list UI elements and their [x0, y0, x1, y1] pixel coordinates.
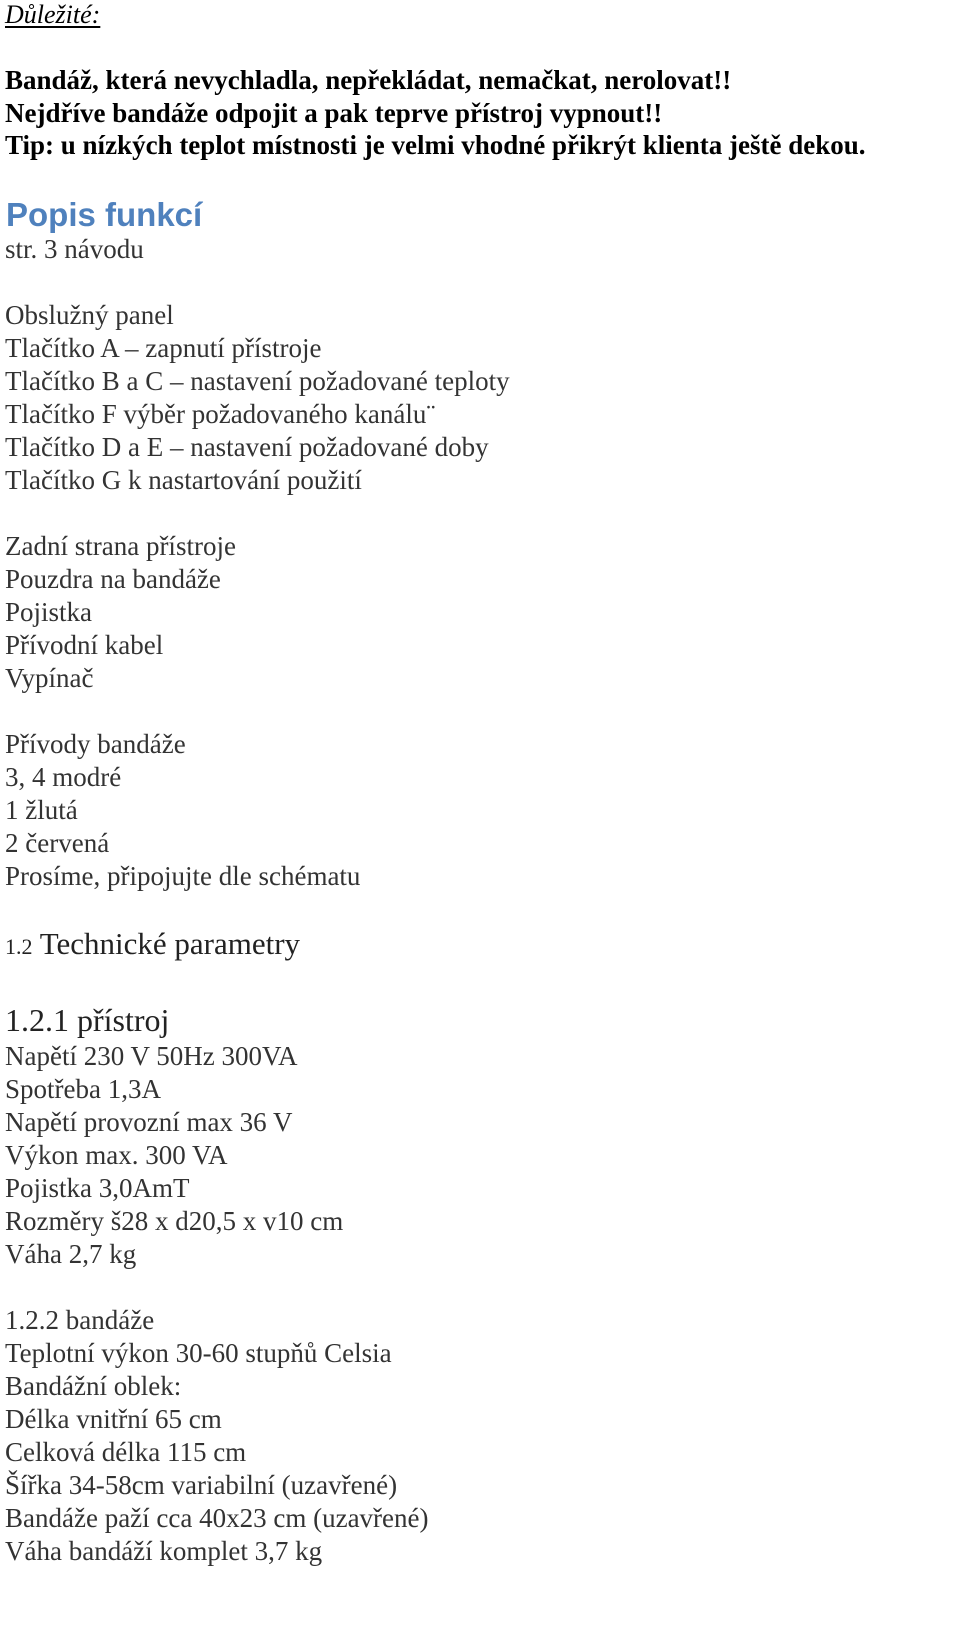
back-side-item: Přívodní kabel	[5, 630, 164, 660]
bandage-leads-item: 2 červená	[5, 828, 110, 858]
bandages-heading: 1.2.2 bandáže	[5, 1305, 155, 1335]
device-spec: Pojistka 3,0AmT	[5, 1173, 190, 1203]
technical-parameters-heading	[5, 928, 300, 959]
bandage-leads-title: Přívody bandáže	[5, 729, 186, 759]
bandage-spec: Bandáže paží cca 40x23 cm (uzavřené)	[5, 1503, 429, 1533]
control-panel-item: Tlačítko F výběr požadovaného kanálu¨	[5, 399, 436, 429]
warning-line: Nejdříve bandáže odpojit a pak teprve přístroj vypnout!!	[5, 98, 663, 128]
control-panel-item: Tlačítko B a C – nastavení požadované teploty	[5, 366, 510, 396]
device-spec: Váha 2,7 kg	[5, 1239, 137, 1269]
section-number: 1.2	[5, 934, 33, 959]
functions-heading: Popis funkcí	[6, 196, 203, 233]
control-panel-item: Tlačítko A – zapnutí přístroje	[5, 333, 322, 363]
bandage-leads-item: 3, 4 modré	[5, 762, 122, 792]
section-title: Technické parametry	[39, 926, 301, 961]
bandage-spec: Bandážní oblek:	[5, 1371, 182, 1401]
back-side-item: Vypínač	[5, 663, 94, 693]
warning-line: Bandáž, která nevychladla, nepřekládat, nemačkat, nerolovat!!	[5, 65, 732, 95]
device-spec: Výkon max. 300 VA	[5, 1140, 228, 1170]
device-spec: Spotřeba 1,3A	[5, 1074, 161, 1104]
control-panel-item: Tlačítko G k nastartování použití	[5, 465, 362, 495]
bandage-spec: Šířka 34-58cm variabilní (uzavřené)	[5, 1470, 398, 1500]
device-spec: Rozměry š28 x d20,5 x v10 cm	[5, 1206, 344, 1236]
tip-line: Tip: u nízkých teplot místnosti je velmi vhodné přikrýt klienta ještě dekou.	[5, 130, 866, 160]
back-side-title: Zadní strana přístroje	[5, 531, 236, 561]
back-side-item: Pouzdra na bandáže	[5, 564, 221, 594]
bandage-spec: Teplotní výkon 30-60 stupňů Celsia	[5, 1338, 392, 1368]
device-heading: 1.2.1 přístroj	[5, 1002, 170, 1038]
device-spec: Napětí provozní max 36 V	[5, 1107, 293, 1137]
control-panel-title: Obslužný panel	[5, 300, 174, 330]
control-panel-item: Tlačítko D a E – nastavení požadované doby	[5, 432, 489, 462]
bandage-spec: Váha bandáží komplet 3,7 kg	[5, 1536, 323, 1566]
bandage-spec: Délka vnitřní 65 cm	[5, 1404, 222, 1434]
bandage-leads-note: Prosíme, připojujte dle schématu	[5, 861, 361, 891]
back-side-item: Pojistka	[5, 597, 93, 627]
important-label: Důležité:	[5, 0, 101, 29]
bandage-spec: Celková délka 115 cm	[5, 1437, 247, 1467]
page-reference: str. 3 návodu	[5, 234, 144, 264]
device-spec: Napětí 230 V 50Hz 300VA	[5, 1041, 298, 1071]
bandage-leads-item: 1 žlutá	[5, 795, 78, 825]
